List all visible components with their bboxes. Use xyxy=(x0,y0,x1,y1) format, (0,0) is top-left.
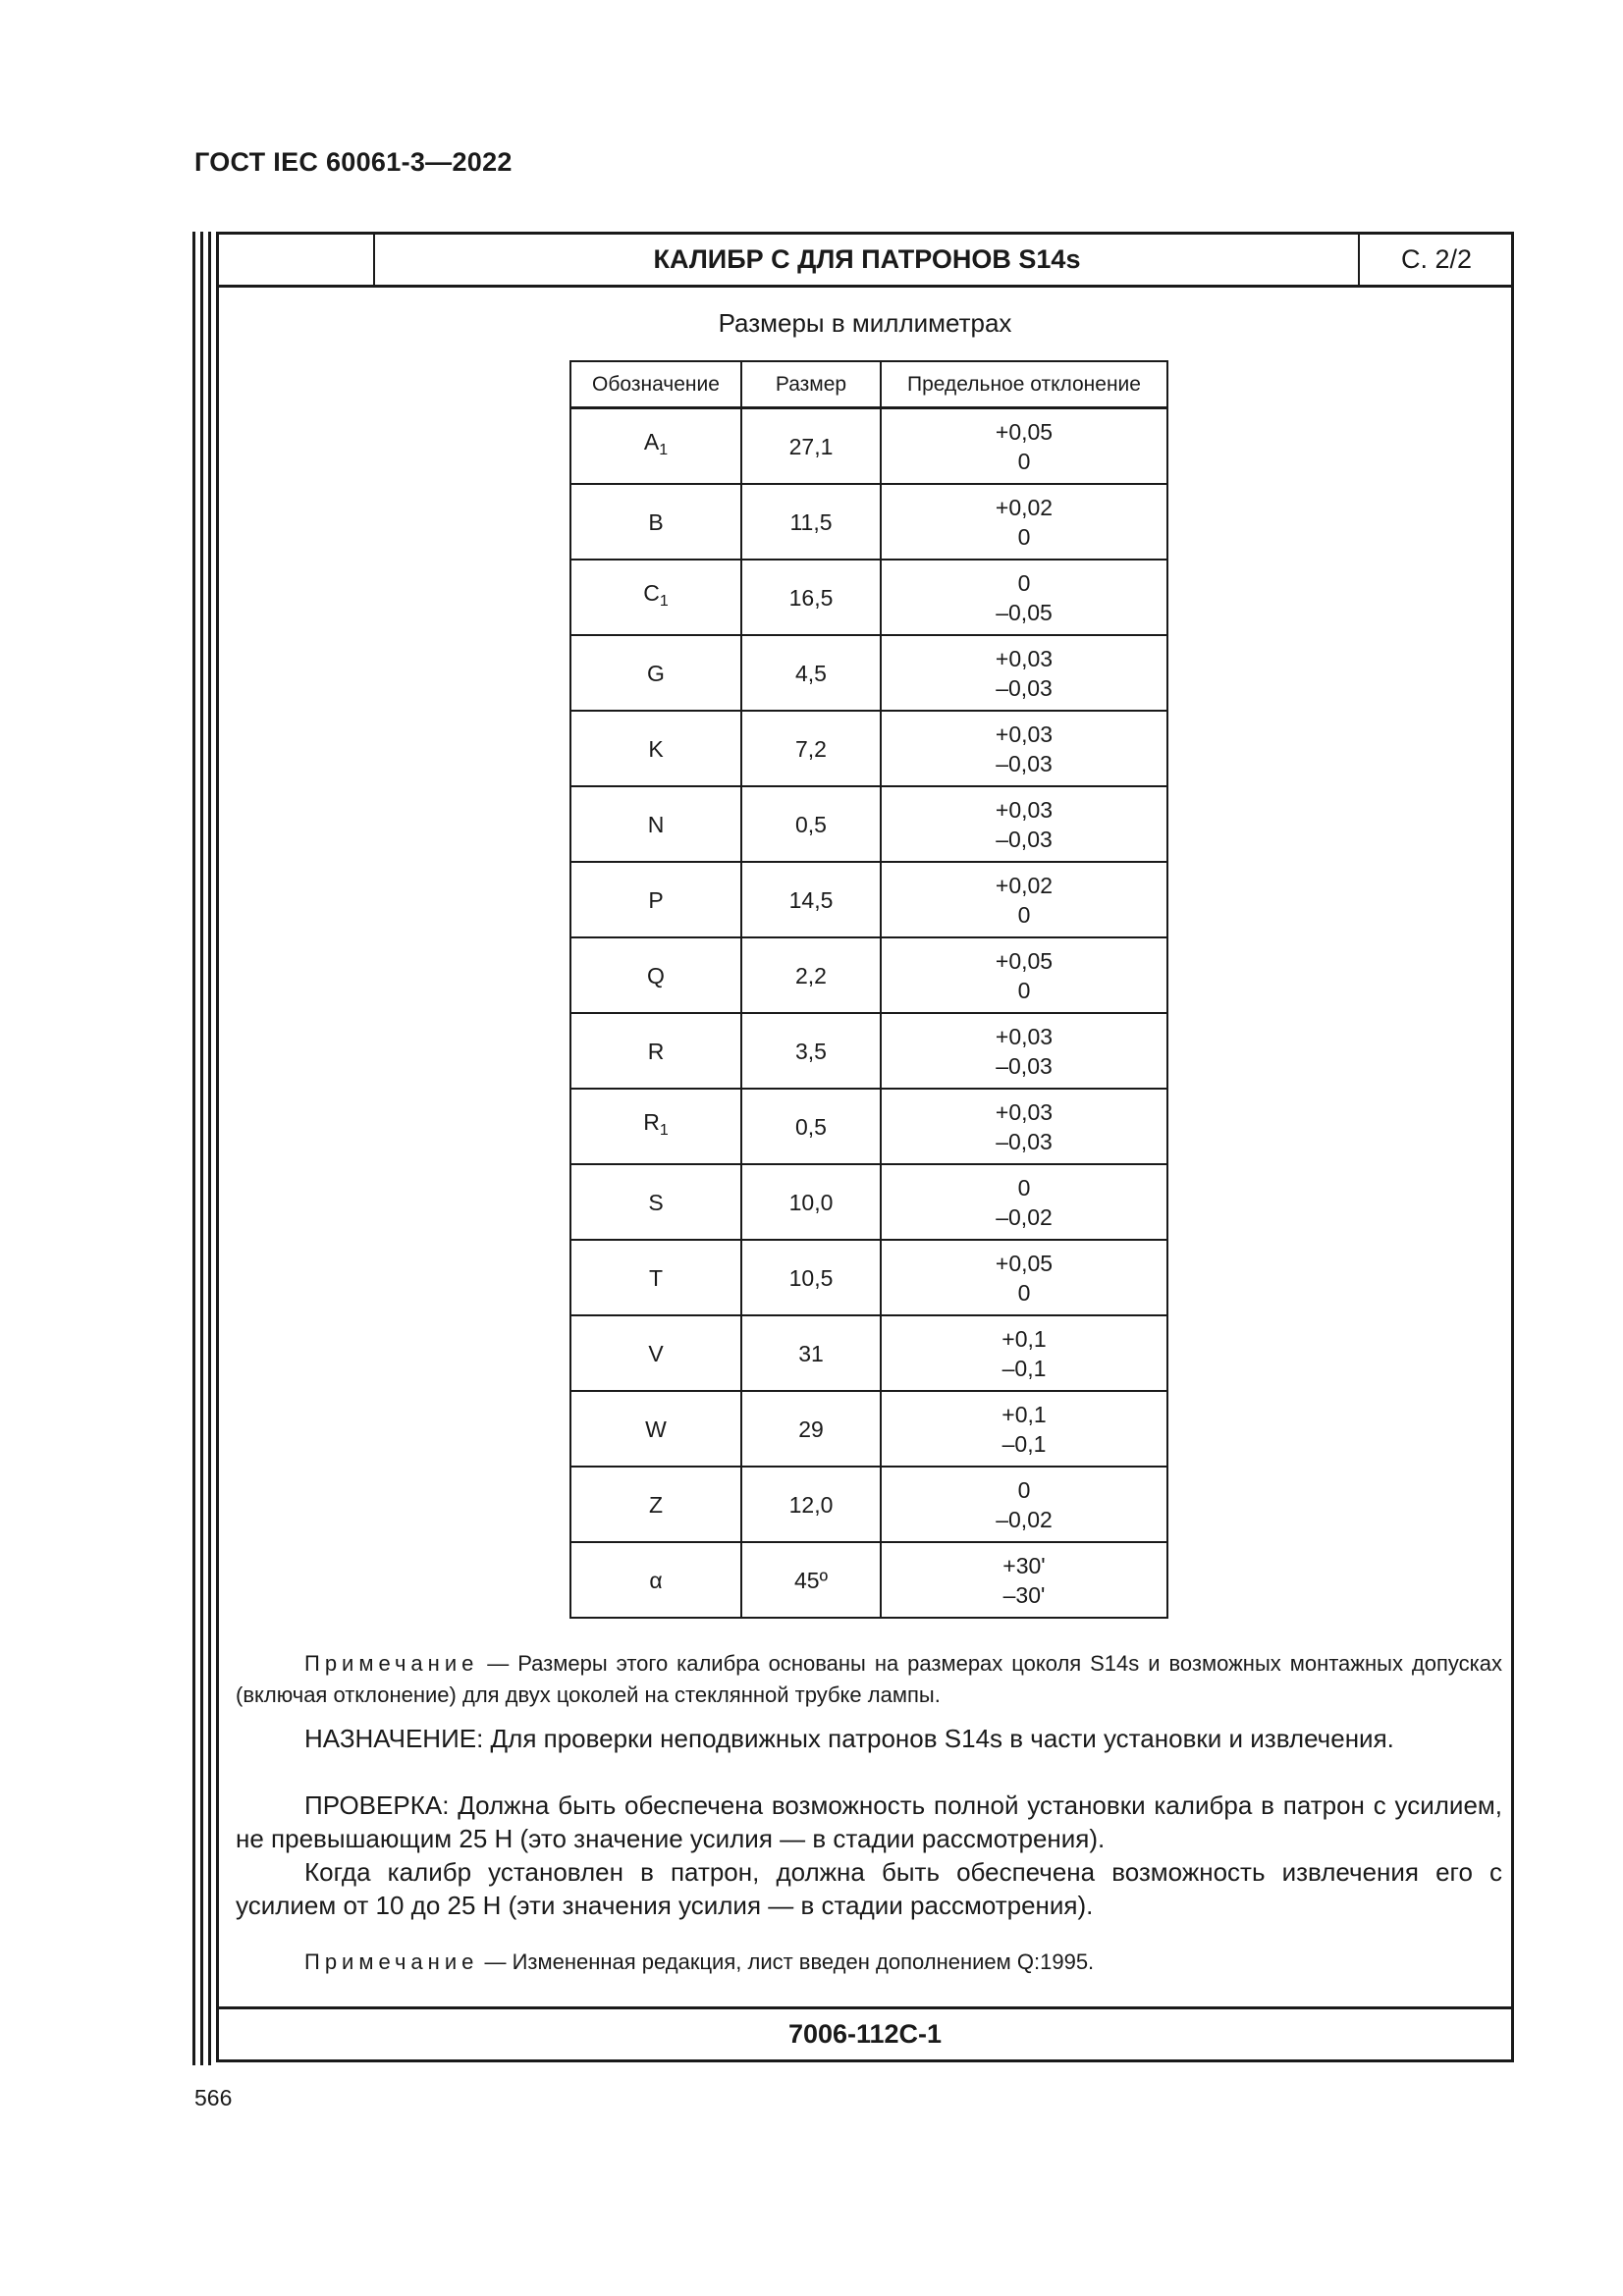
binding-line xyxy=(192,232,195,2065)
deviation-upper: +30' xyxy=(1002,1552,1046,1578)
table-row xyxy=(570,1240,1167,1315)
deviation-lower: 0 xyxy=(1017,977,1031,1003)
table-row xyxy=(570,786,1167,862)
cell-designation xyxy=(570,408,741,485)
cell-size: 0,5 xyxy=(741,786,881,862)
deviation-lower: 0 xyxy=(1017,523,1031,550)
dimensions-table xyxy=(569,360,1168,1619)
note-text: — Размеры этого калибра основаны на размерах цоколя S14s и возможных монтажных допусках (включая отклонение) для двух цоколей на стеклянной трубке лампы. xyxy=(236,1651,1502,1707)
cell-deviation xyxy=(881,1467,1167,1542)
deviation-lower: –30' xyxy=(1002,1581,1046,1608)
designation-letter: Q xyxy=(647,962,665,988)
cell-designation xyxy=(570,1391,741,1467)
deviation-lower: –0,05 xyxy=(996,599,1053,625)
cell-designation xyxy=(570,1467,741,1542)
note-label: Примечание xyxy=(304,1651,479,1676)
deviation-lower: –0,1 xyxy=(1001,1430,1047,1457)
cell-deviation xyxy=(881,1013,1167,1089)
cell-size: 14,5 xyxy=(741,862,881,937)
cell-designation xyxy=(570,937,741,1013)
cell-deviation xyxy=(881,408,1167,485)
cell-deviation xyxy=(881,1164,1167,1240)
cell-size: 10,5 xyxy=(741,1240,881,1315)
deviation-lower: –0,02 xyxy=(996,1506,1053,1532)
cell-size: 12,0 xyxy=(741,1467,881,1542)
note-text: — Измененная редакция, лист введен дополнением Q:1995. xyxy=(478,1949,1095,1974)
designation-letter: W xyxy=(645,1415,667,1442)
deviation-upper: +0,1 xyxy=(1001,1325,1047,1352)
column-header-designation: Обозначение xyxy=(570,361,741,408)
sheet-title: КАЛИБР С ДЛЯ ПАТРОНОВ S14s xyxy=(653,244,1081,274)
column-header-size: Размер xyxy=(741,361,881,408)
cell-size: 2,2 xyxy=(741,937,881,1013)
deviation-lower: 0 xyxy=(1017,901,1031,928)
cell-deviation xyxy=(881,862,1167,937)
table-row xyxy=(570,1467,1167,1542)
designation-letter: R xyxy=(643,1109,660,1135)
cell-designation xyxy=(570,560,741,635)
deviation-lower: 0 xyxy=(1017,448,1031,474)
cell-deviation xyxy=(881,1315,1167,1391)
units-caption: Размеры в миллиметрах xyxy=(718,308,1012,338)
designation-letter: T xyxy=(648,1264,664,1291)
cell-designation xyxy=(570,484,741,560)
designation-letter: V xyxy=(648,1340,664,1366)
deviation-upper: +0,05 xyxy=(995,418,1054,445)
cell-designation xyxy=(570,1013,741,1089)
note-amendment xyxy=(236,1949,1502,1975)
table-row xyxy=(570,1164,1167,1240)
cell-designation xyxy=(570,1089,741,1164)
designation-subscript: 1 xyxy=(659,442,669,458)
cell-deviation xyxy=(881,1240,1167,1315)
deviation-lower: –0,1 xyxy=(1001,1355,1047,1381)
note-dimensions xyxy=(236,1648,1502,1711)
check-paragraph: Когда калибр установлен в патрон, должна быть обеспечена возможность извлечения его с усилием от 10 до 25 Н (эти значения усилия — в стадии рассмотрения). xyxy=(236,1857,1502,1920)
title-divider xyxy=(373,235,375,285)
cell-size: 27,1 xyxy=(741,408,881,485)
designation-subscript: 1 xyxy=(659,1122,669,1139)
deviation-lower: –0,03 xyxy=(996,826,1053,852)
cell-designation xyxy=(570,1164,741,1240)
cell-designation xyxy=(570,862,741,937)
cell-designation xyxy=(570,786,741,862)
deviation-upper: 0 xyxy=(1017,1476,1031,1503)
designation-letter: S xyxy=(648,1189,664,1215)
deviation-upper: +0,03 xyxy=(995,1098,1054,1125)
cell-size: 7,2 xyxy=(741,711,881,786)
deviation-upper: +0,05 xyxy=(995,947,1054,974)
deviation-upper: 0 xyxy=(1017,569,1031,596)
cell-deviation xyxy=(881,786,1167,862)
cell-size: 10,0 xyxy=(741,1164,881,1240)
sheet-code: 7006-112C-1 xyxy=(219,2006,1511,2059)
table-row xyxy=(570,862,1167,937)
binding-line xyxy=(208,232,211,2065)
cell-size: 3,5 xyxy=(741,1013,881,1089)
designation-letter: B xyxy=(648,508,664,535)
designation-letter: G xyxy=(647,660,665,686)
deviation-lower: –0,03 xyxy=(996,674,1053,701)
table-row xyxy=(570,1315,1167,1391)
table-row xyxy=(570,560,1167,635)
cell-size: 29 xyxy=(741,1391,881,1467)
designation-letter: R xyxy=(647,1038,665,1064)
cell-size: 16,5 xyxy=(741,560,881,635)
title-block xyxy=(219,235,1511,288)
deviation-upper: +0,02 xyxy=(995,872,1054,898)
table-header-row xyxy=(570,361,1167,408)
cell-deviation xyxy=(881,937,1167,1013)
cell-designation xyxy=(570,635,741,711)
cell-designation xyxy=(570,1542,741,1618)
table-body xyxy=(570,408,1167,1619)
deviation-upper: +0,03 xyxy=(995,796,1054,823)
cell-size: 0,5 xyxy=(741,1089,881,1164)
deviation-upper: +0,02 xyxy=(995,494,1054,520)
purpose-text: НАЗНАЧЕНИЕ: Для проверки неподвижных патронов S14s в части установки и извлечения. xyxy=(304,1724,1394,1753)
check-paragraph: ПРОВЕРКА: Должна быть обеспечена возможность полной установки калибра в патрон с усилием, не превышающим 25 Н (это значение усилия — в стадии рассмотрения). xyxy=(236,1790,1502,1853)
designation-letter: K xyxy=(648,735,664,762)
designation-letter: α xyxy=(649,1567,663,1593)
binding-line xyxy=(200,232,203,2065)
designation-letter: A xyxy=(643,429,660,454)
cell-deviation xyxy=(881,1391,1167,1467)
table-row xyxy=(570,1013,1167,1089)
cell-deviation xyxy=(881,560,1167,635)
table-row xyxy=(570,1089,1167,1164)
designation-letter: N xyxy=(647,811,665,837)
table-row xyxy=(570,635,1167,711)
deviation-lower: –0,03 xyxy=(996,1052,1053,1079)
table-row xyxy=(570,484,1167,560)
deviation-upper: +0,03 xyxy=(995,1023,1054,1049)
page-number: 566 xyxy=(194,2085,233,2110)
cell-deviation xyxy=(881,484,1167,560)
column-header-deviation: Предельное отклонение xyxy=(881,361,1167,408)
designation-letter: C xyxy=(643,580,660,606)
cell-deviation xyxy=(881,1089,1167,1164)
cell-deviation xyxy=(881,635,1167,711)
table-row xyxy=(570,408,1167,485)
table-row xyxy=(570,1542,1167,1618)
designation-subscript: 1 xyxy=(659,593,669,610)
cell-size: 45º xyxy=(741,1542,881,1618)
cell-designation xyxy=(570,1315,741,1391)
deviation-lower: –0,03 xyxy=(996,1128,1053,1154)
cell-size: 4,5 xyxy=(741,635,881,711)
table-row xyxy=(570,937,1167,1013)
designation-letter: P xyxy=(648,886,664,913)
table-row xyxy=(570,1391,1167,1467)
cell-deviation xyxy=(881,1542,1167,1618)
deviation-lower: –0,03 xyxy=(996,750,1053,776)
deviation-lower: 0 xyxy=(1017,1279,1031,1306)
deviation-upper: +0,05 xyxy=(995,1250,1054,1276)
table-row xyxy=(570,711,1167,786)
title-divider xyxy=(1358,235,1360,285)
deviation-upper: +0,1 xyxy=(1001,1401,1047,1427)
sheet-number: С. 2/2 xyxy=(1400,244,1473,274)
cell-size: 31 xyxy=(741,1315,881,1391)
cell-designation xyxy=(570,711,741,786)
sheet-frame xyxy=(216,232,1514,2062)
deviation-lower: –0,02 xyxy=(996,1203,1053,1230)
deviation-upper: 0 xyxy=(1017,1174,1031,1201)
deviation-upper: +0,03 xyxy=(995,645,1054,671)
cell-deviation xyxy=(881,711,1167,786)
cell-designation xyxy=(570,1240,741,1315)
deviation-upper: +0,03 xyxy=(995,721,1054,747)
document-header: ГОСТ IEC 60061-3—2022 xyxy=(194,147,513,177)
check-section xyxy=(236,1789,1502,1922)
designation-letter: Z xyxy=(648,1491,664,1518)
cell-size: 11,5 xyxy=(741,484,881,560)
note-label: Примечание xyxy=(304,1949,479,1974)
